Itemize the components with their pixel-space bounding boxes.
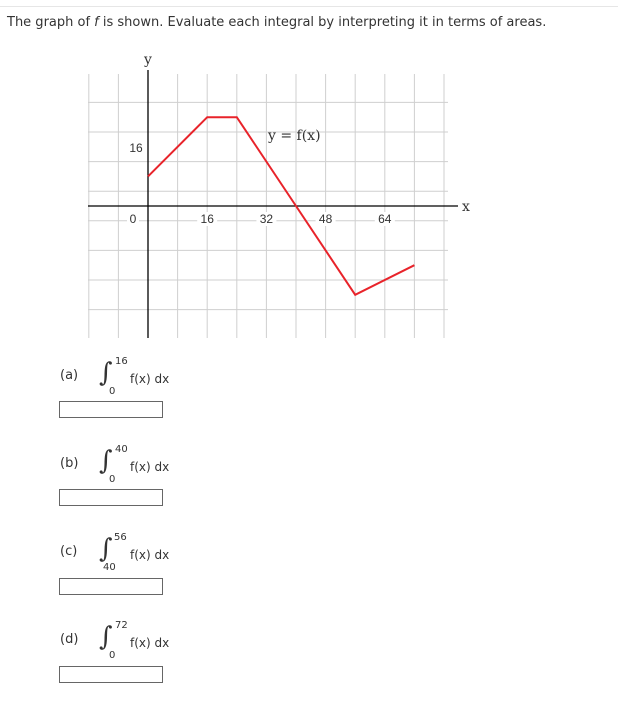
prompt-text-before: The graph of <box>7 15 95 30</box>
part-label: (a) <box>60 368 79 383</box>
y-tick-label: 16 <box>129 141 143 155</box>
prompt-function-name: f <box>94 15 99 30</box>
graph-axes <box>88 70 458 338</box>
upper-limit: 56 <box>114 532 127 543</box>
x-tick-label: 16 <box>200 212 214 226</box>
lower-limit: 0 <box>109 386 116 397</box>
answer-input-c[interactable] <box>59 578 163 595</box>
upper-limit: 16 <box>115 356 128 367</box>
x-tick-label: 32 <box>259 212 274 226</box>
x-tick-label: 64 <box>378 212 392 226</box>
integral-sign-icon: ∫ <box>99 534 113 564</box>
upper-limit: 40 <box>115 444 128 455</box>
integral-sign-icon: ∫ <box>99 622 113 652</box>
answer-input-b[interactable] <box>59 489 163 506</box>
prompt-text-after: is shown. Evaluate each integral by interpreting it in terms of areas. <box>98 15 547 30</box>
answer-input-d[interactable] <box>59 666 163 683</box>
integrand: f(x) dx <box>130 636 170 650</box>
lower-limit: 0 <box>109 650 116 661</box>
integrand: f(x) dx <box>130 460 170 474</box>
function-graph <box>0 0 618 350</box>
answer-input-a[interactable] <box>59 401 163 418</box>
lower-limit: 40 <box>103 562 116 573</box>
integral-sign-icon: ∫ <box>99 446 113 476</box>
integrand: f(x) dx <box>130 372 170 386</box>
upper-limit: 72 <box>115 620 128 631</box>
y-axis-label: y <box>144 52 152 68</box>
part-label: (c) <box>60 544 78 559</box>
part-label: (b) <box>60 456 79 471</box>
origin-label: 0 <box>129 212 137 226</box>
integrand: f(x) dx <box>130 548 170 562</box>
lower-limit: 0 <box>109 474 116 485</box>
x-axis-label: x <box>462 199 470 215</box>
curve-label: y = f(x) <box>268 128 321 144</box>
part-label: (d) <box>60 632 79 647</box>
x-tick-label: 48 <box>318 212 333 226</box>
integral-sign-icon: ∫ <box>99 358 113 388</box>
